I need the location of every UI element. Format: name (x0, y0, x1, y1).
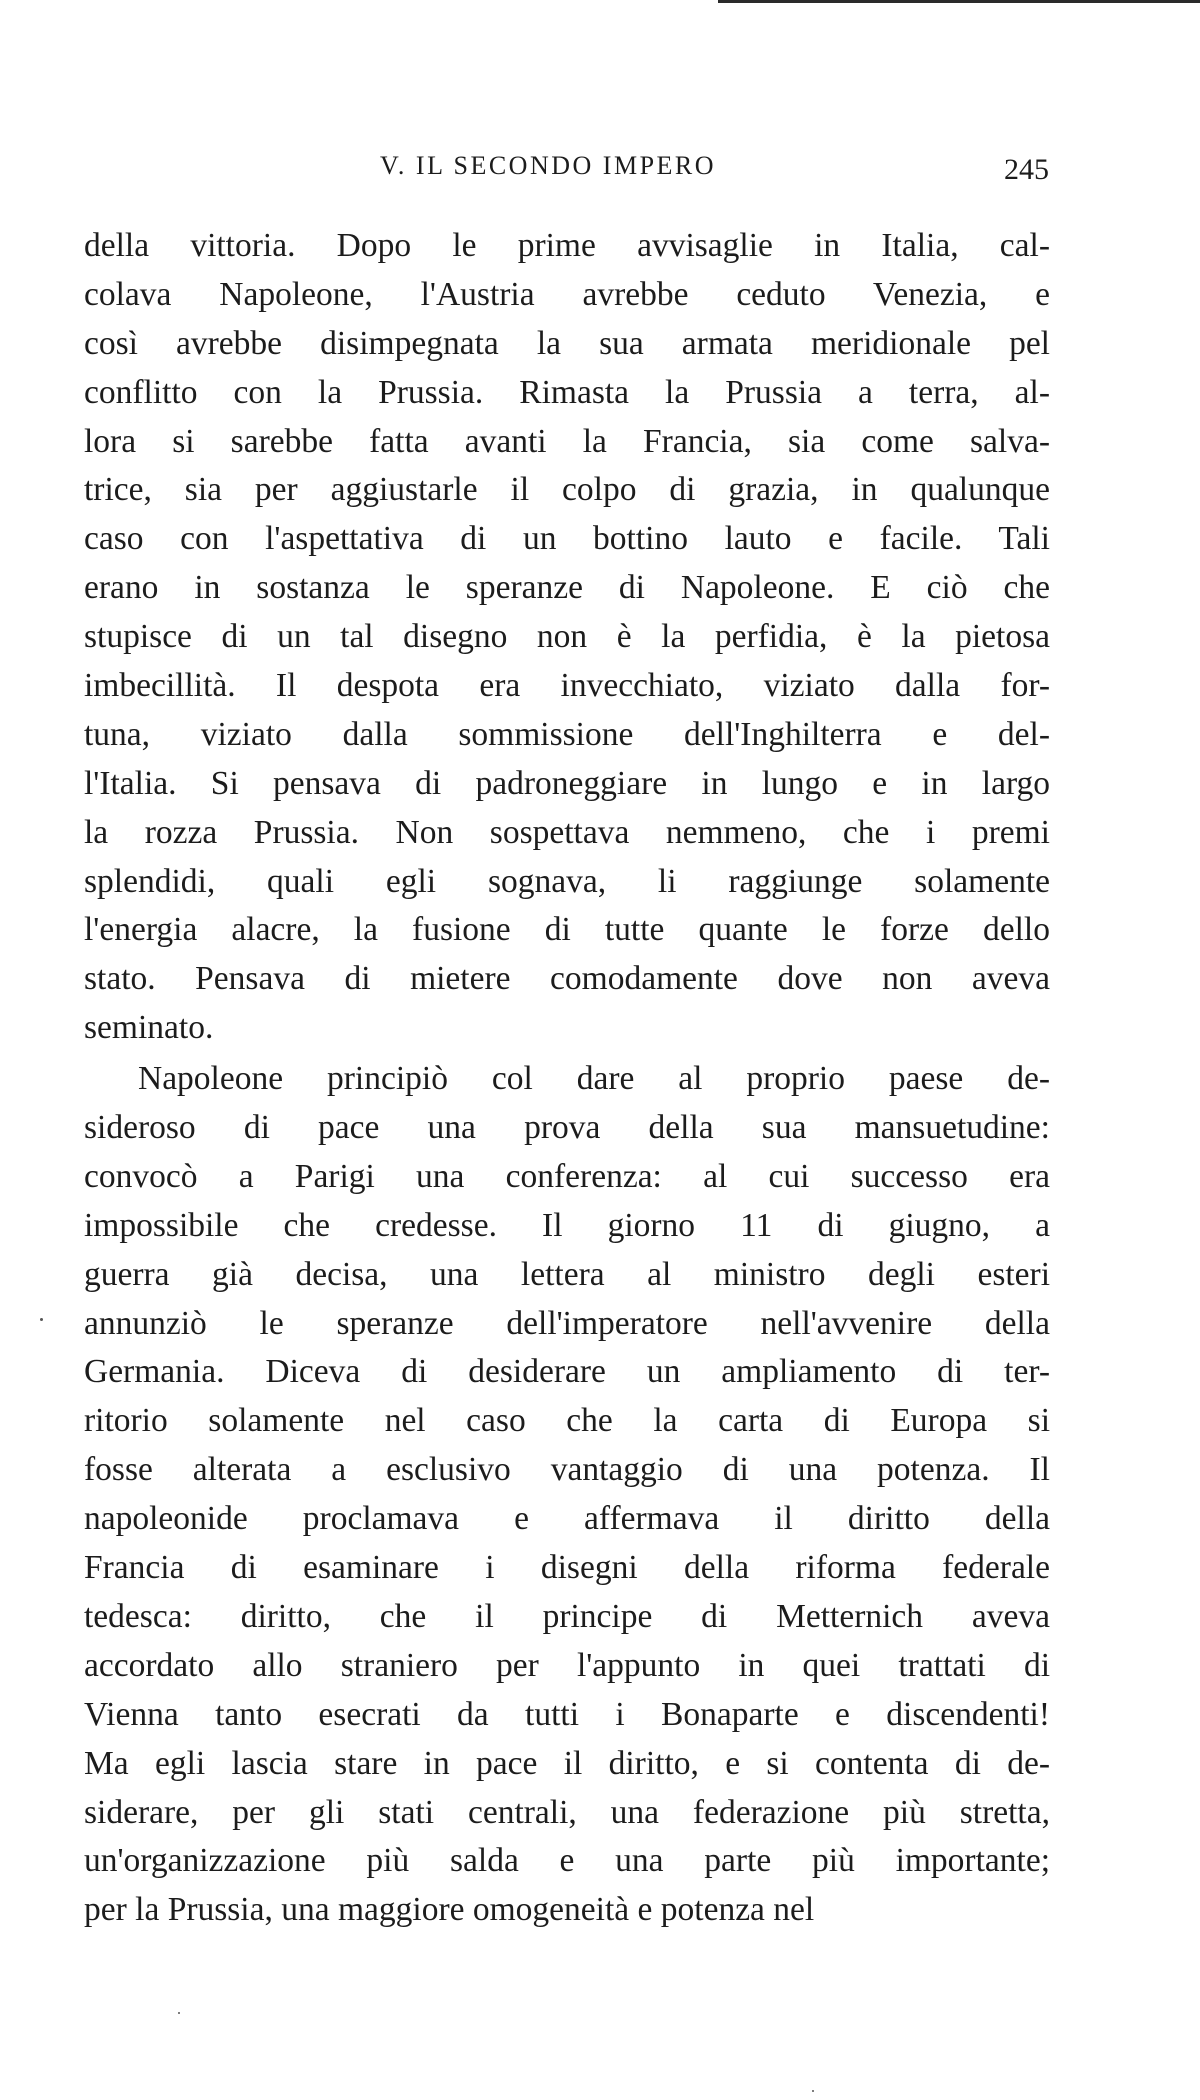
text-line: impossibile che credesse. Il giorno 11 di giugno, a (84, 1206, 1050, 1244)
paragraph-2 (84, 1055, 1050, 1935)
text-line: lora si sarebbe fatta avanti la Francia, sia come salva- (84, 422, 1050, 460)
text-line: convocò a Parigi una conferenza: al cui successo era (84, 1157, 1050, 1195)
text-line: un'organizzazione più salda e una parte più importante; (84, 1842, 1050, 1880)
text-line: così avrebbe disimpegnata la sua armata meridionale pel (84, 324, 1050, 362)
text-line: Francia di esaminare i disegni della riforma federale (84, 1549, 1050, 1587)
text-line: conflitto con la Prussia. Rimasta la Prussia a terra, al- (84, 373, 1050, 411)
text-line: erano in sostanza le speranze di Napoleone. E ciò che (84, 569, 1050, 607)
top-page-rule (718, 0, 1200, 3)
text-line: fosse alterata a esclusivo vantaggio di una potenza. Il (84, 1451, 1050, 1489)
text-line: sideroso di pace una prova della sua mansuetudine: (84, 1109, 1050, 1147)
text-line: ritorio solamente nel caso che la carta di Europa si (84, 1402, 1050, 1440)
text-line: napoleonide proclamava e affermava il diritto della (84, 1500, 1050, 1538)
text-line: trice, sia per aggiustarle il colpo di grazia, in qualunque (84, 471, 1050, 509)
text-line: l'Italia. Si pensava di padroneggiare in lungo e in largo (84, 764, 1050, 802)
text-line: siderare, per gli stati centrali, una federazione più stretta, (84, 1793, 1050, 1831)
paragraph-1 (84, 222, 1050, 1053)
text-line: annunziò le speranze dell'imperatore nell'avvenire della (84, 1304, 1050, 1342)
page-speck (40, 1318, 43, 1321)
text-line: Ma egli lascia stare in pace il diritto, e si contenta di de- (84, 1744, 1050, 1782)
text-line: seminato. (84, 1009, 214, 1047)
text-line: imbecillità. Il despota era invecchiato, viziato dalla for- (84, 667, 1050, 705)
text-line: accordato allo straniero per l'appunto in quei trattati di (84, 1646, 1050, 1684)
text-line: caso con l'aspettativa di un bottino lauto e facile. Tali (84, 520, 1050, 558)
text-line: tedesca: diritto, che il principe di Metternich aveva (84, 1597, 1050, 1635)
running-title: V. IL SECONDO IMPERO (380, 151, 717, 180)
text-line: Napoleone principiò col dare al proprio paese de- (138, 1060, 1050, 1098)
text-line: colava Napoleone, l'Austria avrebbe ceduto Venezia, e (84, 275, 1050, 313)
text-line: per la Prussia, una maggiore omogeneità e potenza nel (84, 1891, 815, 1929)
page-speck (812, 2090, 814, 2092)
text-line: tuna, viziato dalla sommissione dell'Inghilterra e del- (84, 715, 1050, 753)
page-speck (178, 2012, 180, 2014)
text-line: la rozza Prussia. Non sospettava nemmeno, che i premi (84, 813, 1050, 851)
text-line: Germania. Diceva di desiderare un ampliamento di ter- (84, 1353, 1050, 1391)
text-line: l'energia alacre, la fusione di tutte quante le forze dello (84, 911, 1050, 949)
page-number: 245 (1004, 153, 1049, 186)
running-header (0, 150, 1200, 190)
text-line: splendidi, quali egli sognava, li raggiunge solamente (84, 862, 1050, 900)
text-line: Vienna tanto esecrati da tutti i Bonaparte e discendenti! (84, 1695, 1050, 1733)
text-line: stupisce di un tal disegno non è la perfidia, è la pietosa (84, 618, 1050, 656)
text-line: guerra già decisa, una lettera al ministro degli esteri (84, 1255, 1050, 1293)
body-text (84, 222, 1050, 1935)
text-line: stato. Pensava di mietere comodamente dove non aveva (84, 960, 1050, 998)
text-line: della vittoria. Dopo le prime avvisaglie in Italia, cal- (84, 227, 1050, 264)
